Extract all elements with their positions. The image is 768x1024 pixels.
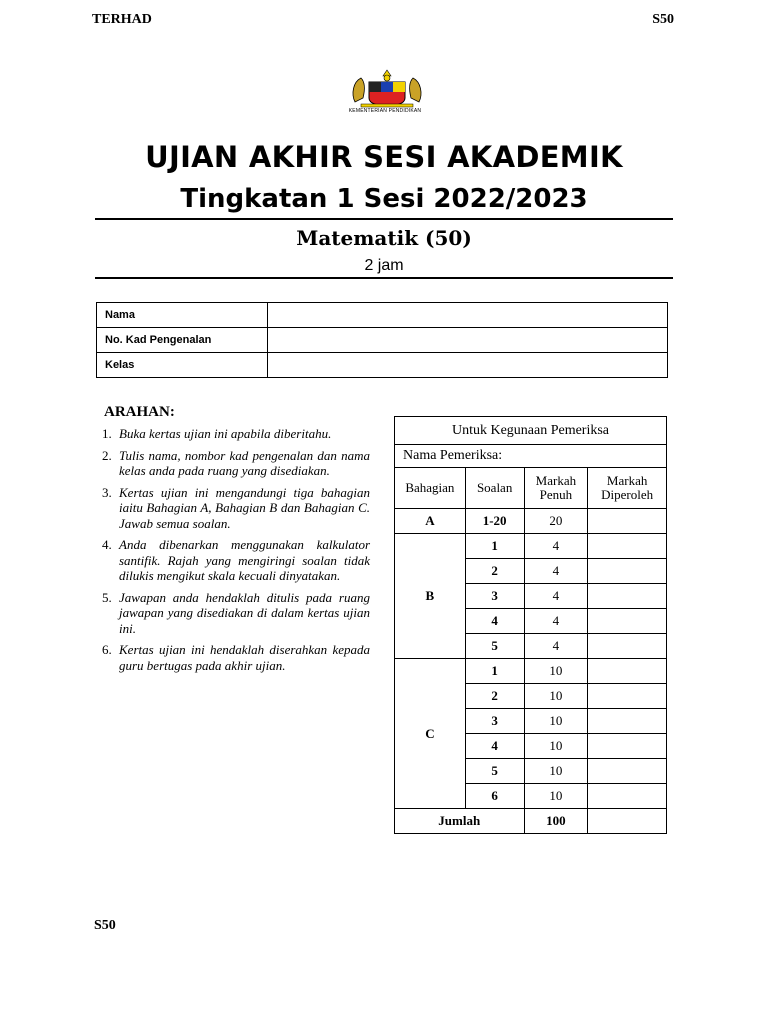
question-number: 1 <box>465 659 524 684</box>
header-classification: TERHAD <box>92 12 152 27</box>
info-row-class <box>97 353 668 378</box>
marks-obtained-cell[interactable] <box>588 784 667 809</box>
marks-obtained-cell[interactable] <box>588 759 667 784</box>
subject-title: Matematik (50) <box>296 226 472 250</box>
marks-obtained-cell[interactable] <box>588 534 667 559</box>
section-a-label: A <box>395 509 466 534</box>
question-number: 5 <box>465 759 524 784</box>
marks-obtained-cell[interactable] <box>588 684 667 709</box>
full-marks: 4 <box>524 559 588 584</box>
question-number: 6 <box>465 784 524 809</box>
section-b-label: B <box>395 534 466 659</box>
instructions-list <box>96 426 370 679</box>
marks-obtained-cell[interactable] <box>588 734 667 759</box>
marks-obtained-cell[interactable] <box>588 509 667 534</box>
info-label: Kelas <box>97 353 268 378</box>
marks-obtained-cell[interactable] <box>588 584 667 609</box>
full-marks: 10 <box>524 659 588 684</box>
marks-obtained-cell[interactable] <box>588 609 667 634</box>
question-number: 4 <box>465 734 524 759</box>
total-label: Jumlah <box>395 809 525 834</box>
full-marks: 20 <box>524 509 588 534</box>
question-number: 2 <box>465 684 524 709</box>
exam-duration: 2 jam <box>364 257 404 274</box>
marks-table-title: Untuk Kegunaan Pemeriksa <box>395 417 667 445</box>
question-number: 4 <box>465 609 524 634</box>
marks-obtained-cell[interactable] <box>588 709 667 734</box>
candidate-info-table <box>96 302 668 378</box>
total-full-marks: 100 <box>524 809 588 834</box>
full-marks: 10 <box>524 734 588 759</box>
col-header-full-marks: Markah Penuh <box>524 468 588 509</box>
divider-bottom <box>95 277 673 279</box>
instruction-item: 6. Kertas ujian ini hendaklah diserahkan kepada guru bertugas pada akhir ujian. <box>102 642 370 673</box>
info-label: Nama <box>97 303 268 328</box>
ic-number-field[interactable] <box>268 328 668 353</box>
instruction-item: 4. Anda dibenarkan menggunakan kalkulator santifik. Rajah yang mengiringi soalan tidak dilukis mengikut skala kecuali dinyatakan. <box>102 537 370 583</box>
marks-obtained-cell[interactable] <box>588 634 667 659</box>
marks-obtained-cell[interactable] <box>588 559 667 584</box>
ministry-caption: KEMENTERIAN PENDIDIKAN <box>348 108 422 114</box>
full-marks: 4 <box>524 609 588 634</box>
col-header-marks-obtained: Markah Diperoleh <box>588 468 667 509</box>
info-label: No. Kad Pengenalan <box>97 328 268 353</box>
question-number: 2 <box>465 559 524 584</box>
full-marks: 10 <box>524 759 588 784</box>
instruction-item: 1. Buka kertas ujian ini apabila diberitahu. <box>102 426 332 441</box>
examiner-name-label[interactable]: Nama Pemeriksa: <box>395 445 667 468</box>
divider-top <box>95 218 673 220</box>
marks-obtained-cell[interactable] <box>588 659 667 684</box>
full-marks: 4 <box>524 534 588 559</box>
exam-session: Tingkatan 1 Sesi 2022/2023 <box>180 184 588 214</box>
total-obtained-cell[interactable] <box>588 809 667 834</box>
instruction-item: 3. Kertas ujian ini mengandungi tiga bahagian iaitu Bahagian A, Bahagian B dan Bahagian C. Jawab semua soalan. <box>102 484 370 531</box>
exam-title: UJIAN AKHIR SESI AKADEMIK <box>145 140 623 174</box>
instruction-item: 5. Jawapan anda hendaklah ditulis pada ruang jawapan yang disediakan di dalam kertas ujian ini. <box>102 589 370 636</box>
full-marks: 10 <box>524 709 588 734</box>
question-number: 1 <box>465 534 524 559</box>
header-paper-code: S50 <box>652 12 674 27</box>
info-row-ic <box>97 328 668 353</box>
footer-paper-code: S50 <box>94 918 116 933</box>
question-number: 1-20 <box>465 509 524 534</box>
question-number: 3 <box>465 709 524 734</box>
instruction-item: 2. Tulis nama, nombor kad pengenalan dan nama kelas anda pada ruang yang disediakan. <box>102 447 370 478</box>
instructions-heading: ARAHAN: <box>104 404 175 420</box>
examiner-marks-table <box>394 416 667 834</box>
full-marks: 4 <box>524 584 588 609</box>
full-marks: 10 <box>524 684 588 709</box>
question-number: 3 <box>465 584 524 609</box>
question-number: 5 <box>465 634 524 659</box>
info-row-name <box>97 303 668 328</box>
full-marks: 10 <box>524 784 588 809</box>
full-marks: 4 <box>524 634 588 659</box>
class-field[interactable] <box>268 353 668 378</box>
section-c-label: C <box>395 659 466 809</box>
col-header-question: Soalan <box>465 468 524 509</box>
name-field[interactable] <box>268 303 668 328</box>
col-header-section: Bahagian <box>395 468 466 509</box>
